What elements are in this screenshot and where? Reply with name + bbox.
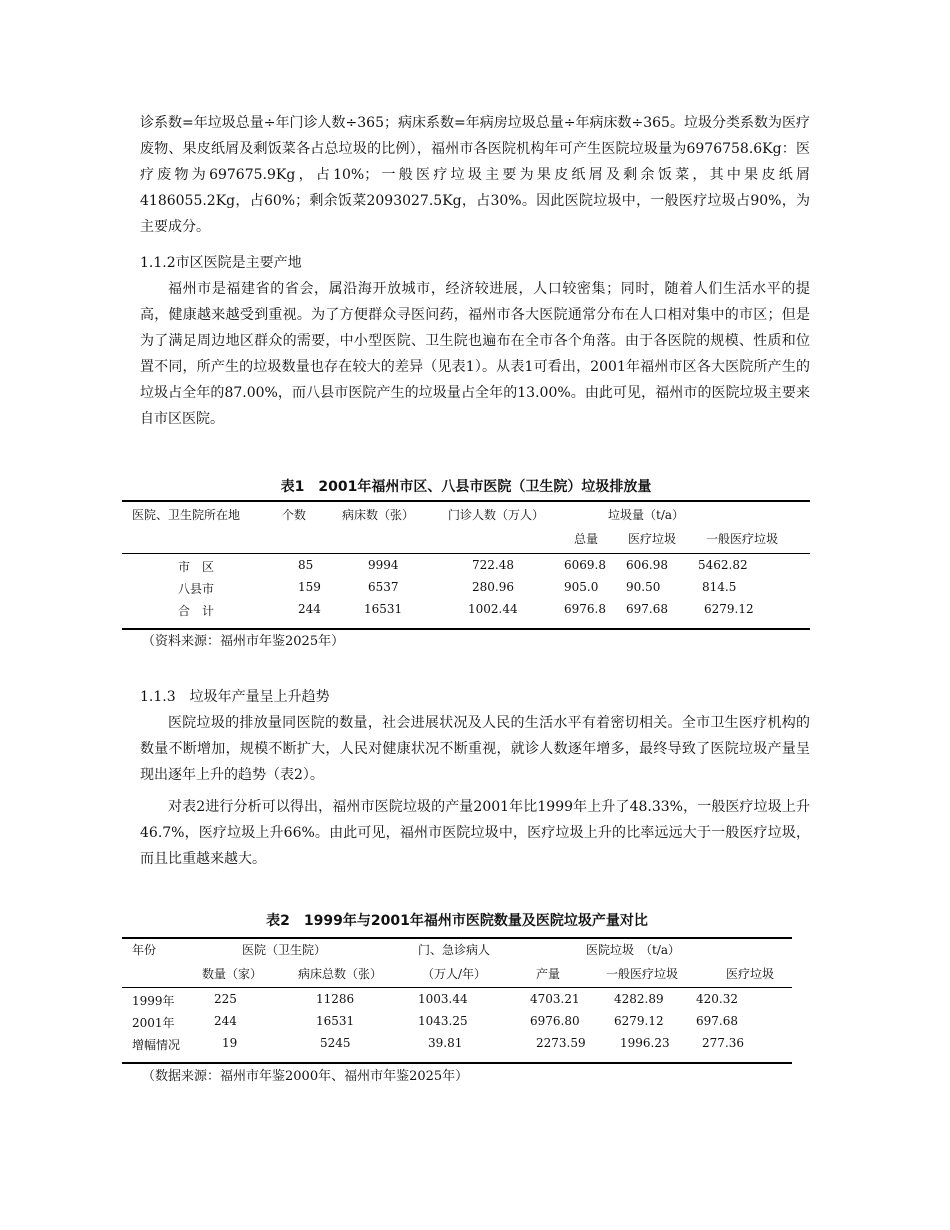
t1-cell-total: 905.0 <box>564 580 599 594</box>
t1-h-medical: 医疗垃圾 <box>628 532 677 546</box>
heading-1-1-3: 1.1.3 垃圾年产量呈上升趋势 <box>140 689 330 705</box>
table-row <box>122 602 810 624</box>
t1-cell-beds: 6537 <box>368 580 399 594</box>
t1-cell-beds: 16531 <box>364 602 403 616</box>
t1-cell-beds: 9994 <box>368 558 399 572</box>
table-row <box>122 1036 792 1058</box>
t1-h-beds: 病床数（张） <box>342 508 415 522</box>
t1-h-location: 医院、卫生院所在地 <box>132 508 241 522</box>
t1-cell-outpatients: 722.48 <box>472 558 514 572</box>
t2-cell-medical: 697.68 <box>696 1014 738 1028</box>
table-row <box>122 1014 792 1036</box>
t2-cell-beds: 11286 <box>316 992 355 1006</box>
t1-cell-medical: 606.98 <box>626 558 668 572</box>
t1-h-total: 总量 <box>574 532 599 546</box>
t2-cell-count: 19 <box>222 1036 238 1050</box>
t1-cell-general: 6279.12 <box>704 602 754 616</box>
t2-h-output: 产量 <box>536 967 561 981</box>
t2-h-count: 数量（家） <box>202 967 263 981</box>
paragraph-coefficients: 诊系数=年垃圾总量÷年门诊人数÷365；病床系数=年病房垃圾总量÷年病床数÷365。垃圾分类系数为医疗废物、果皮纸屑及剩饭菜各占总垃圾的比例），福州市各医院机构年可产生医院垃圾量为6976758.6Kg：医疗废物为697675.9Kg，占10%；一般医疗垃圾主要为果皮纸屑及剩余饭菜，其中果皮纸屑4186055.2Kg，占60%；剩余饭菜2093027.5Kg，占30%。因此医院垃圾中，一般医疗垃圾占90%，为主要成分。 <box>140 115 810 235</box>
t1-cell-location: 市 区 <box>178 560 215 574</box>
t2-cell-patients: 1003.44 <box>418 992 468 1006</box>
t1-cell-count: 159 <box>298 580 321 594</box>
table1-top-rule <box>122 500 810 502</box>
t2-cell-patients: 39.81 <box>428 1036 463 1050</box>
t2-h-general: 一般医疗垃圾 <box>606 967 679 981</box>
t1-cell-count: 244 <box>298 602 321 616</box>
table1-caption: 表1 2001年福州市区、八县市医院（卫生院）垃圾排放量 <box>280 479 652 495</box>
table2-bottom-rule <box>122 1062 792 1064</box>
t1-cell-medical: 697.68 <box>626 602 668 616</box>
paragraph-table2-analysis: 对表2进行分析可以得出，福州市医院垃圾的产量2001年比1999年上升了48.33%，一般医疗垃圾上升46.7%，医疗垃圾上升66%。由此可见，福州市医院垃圾中，医疗垃圾上升的比率远远大于一般医疗垃圾，而且比重越来越大。 <box>140 799 810 867</box>
t2-cell-general: 1996.23 <box>620 1036 670 1050</box>
t2-cell-year: 1999年 <box>132 994 175 1008</box>
t1-h-count: 个数 <box>282 508 307 522</box>
paragraph-annual-trend: 医院垃圾的排放量同医院的数量，社会进展状况及人民的生活水平有着密切相关。全市卫生医疗机构的数量不断增加，规模不断扩大，人民对健康状况不断重视，就诊人数逐年增多，最终导致了医院垃圾产量呈现出逐年上升的趋势（表2）。 <box>140 715 810 783</box>
t1-cell-medical: 90.50 <box>626 580 661 594</box>
table2-top-rule <box>122 937 792 939</box>
heading-1-1-2: 1.1.2市区医院是主要产地 <box>140 255 302 271</box>
t2-cell-general: 6279.12 <box>614 1014 664 1028</box>
t2-h-waste: 医院垃圾 （t/a） <box>586 943 681 957</box>
t1-h-general: 一般医疗垃圾 <box>706 532 779 546</box>
t2-cell-output: 6976.80 <box>530 1014 580 1028</box>
t1-h-outpatients: 门诊人数（万人） <box>448 508 545 522</box>
t1-cell-outpatients: 1002.44 <box>468 602 518 616</box>
t2-h-patients-unit: （万人/年） <box>422 967 487 981</box>
t2-cell-general: 4282.89 <box>614 992 664 1006</box>
t2-h-hospital: 医院（卫生院） <box>242 943 327 957</box>
t1-cell-general: 5462.82 <box>698 558 748 572</box>
t1-h-waste: 垃圾量（t/a） <box>608 508 685 522</box>
t2-h-year: 年份 <box>132 943 157 957</box>
t2-cell-medical: 277.36 <box>702 1036 744 1050</box>
t2-cell-patients: 1043.25 <box>418 1014 468 1028</box>
t2-cell-count: 225 <box>214 992 237 1006</box>
t1-cell-location: 合 计 <box>178 604 215 618</box>
t2-h-patients: 门、急诊病人 <box>418 943 491 957</box>
t1-cell-total: 6069.8 <box>564 558 606 572</box>
table1-source: （资料来源：福州市年鉴2025年） <box>142 634 345 649</box>
table2-caption: 表2 1999年与2001年福州市医院数量及医院垃圾产量对比 <box>266 913 648 929</box>
t2-cell-beds: 5245 <box>320 1036 351 1050</box>
table-row <box>122 580 810 602</box>
t1-cell-location: 八县市 <box>178 582 215 596</box>
t2-cell-year: 增幅情况 <box>132 1038 181 1052</box>
table1-header-rule <box>122 553 810 554</box>
paragraph-urban-hospitals: 福州市是福建省的省会，属沿海开放城市，经济较进展，人口较密集；同时，随着人们生活水平的提高，健康越来越受到重视。为了方便群众寻医问药，福州市各大医院通常分布在人口相对集中的市区；但是为了满足周边地区群众的需要，中小型医院、卫生院也遍布在全市各个角落。由于各医院的规模、性质和位置不同，所产生的垃圾数量也存在较大的差异（见表1）。从表1可看出，2001年福州市区各大医院所产生的垃圾占全年的87.00%，而八县市医院产生的垃圾量占全年的13.00%。由此可见，福州市的医院垃圾主要来自市区医院。 <box>140 281 810 427</box>
t2-h-beds: 病床总数（张） <box>298 967 383 981</box>
t1-cell-count: 85 <box>298 558 314 572</box>
t1-cell-general: 814.5 <box>702 580 737 594</box>
t2-cell-output: 2273.59 <box>536 1036 586 1050</box>
table-row <box>122 558 810 580</box>
table1-bottom-rule <box>122 628 810 630</box>
t2-cell-output: 4703.21 <box>530 992 580 1006</box>
t1-cell-total: 6976.8 <box>564 602 606 616</box>
table-row <box>122 992 792 1014</box>
t2-cell-beds: 16531 <box>316 1014 355 1028</box>
table2-header-rule <box>122 987 792 988</box>
t2-cell-count: 244 <box>214 1014 237 1028</box>
t1-cell-outpatients: 280.96 <box>472 580 514 594</box>
t2-h-medical: 医疗垃圾 <box>726 967 775 981</box>
t2-cell-medical: 420.32 <box>696 992 738 1006</box>
table2-source: （数据来源：福州市年鉴2000年、福州市年鉴2025年） <box>142 1069 469 1084</box>
t2-cell-year: 2001年 <box>132 1016 175 1030</box>
